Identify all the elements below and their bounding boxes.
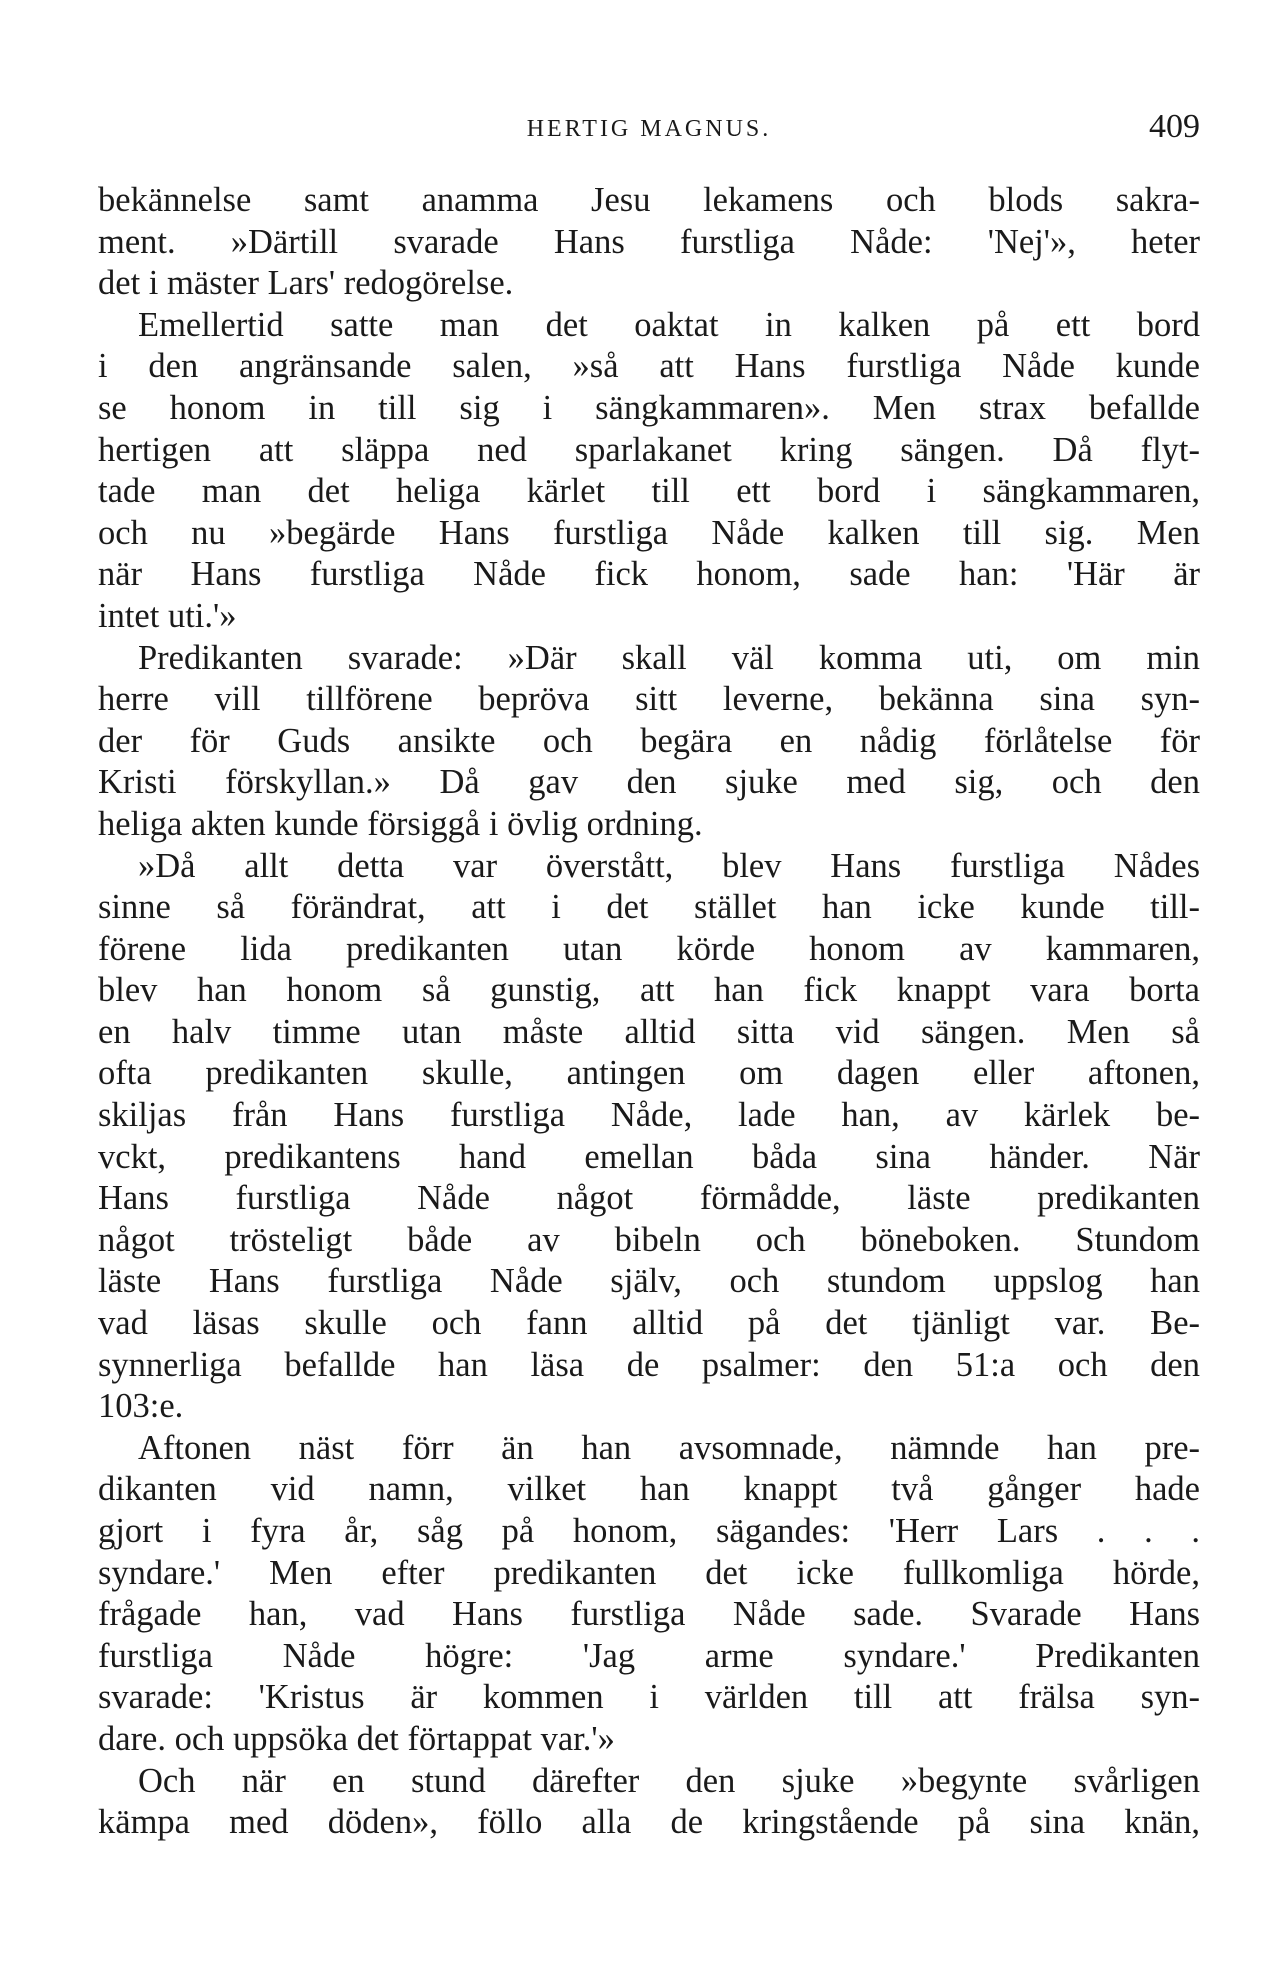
text-line: förene lida predikanten utan körde honom av kammaren, (98, 929, 1200, 968)
text-line: der för Guds ansikte och begära en nådig förlåtelse för (98, 721, 1200, 760)
text-line: ofta predikanten skulle, antingen om dagen eller aftonen, (98, 1054, 1200, 1093)
text-line: blev han honom så gunstig, att han fick knappt vara borta (98, 971, 1200, 1010)
text-line: vckt, predikantens hand emellan båda sina händer. När (98, 1137, 1200, 1176)
text-line: och nu »begärde Hans furstliga Nåde kalken till sig. Men (98, 513, 1200, 552)
text-line: Hans furstliga Nåde något förmådde, läste predikanten (98, 1179, 1200, 1218)
text-line: intet uti.'» (98, 596, 237, 635)
text-line: syndare.' Men efter predikanten det icke fullkomliga hörde, (98, 1553, 1200, 1592)
text-line: synnerliga befallde han läsa de psalmer: den 51:a och den (98, 1345, 1200, 1384)
text-line: heliga akten kunde försiggå i övlig ordning. (98, 804, 703, 843)
text-line: läste Hans furstliga Nåde själv, och stundom uppslog han (98, 1262, 1200, 1301)
text-line: ment. »Därtill svarade Hans furstliga Nåde: 'Nej'», heter (98, 222, 1200, 261)
text-line: Predikanten svarade: »Där skall väl komma uti, om min (138, 638, 1200, 677)
text-line: tade man det heliga kärlet till ett bord i sängkammaren, (98, 472, 1200, 511)
text-line: Kristi förskyllan.» Då gav den sjuke med sig, och den (98, 763, 1200, 802)
text-line: »Då allt detta var överstått, blev Hans furstliga Nådes (138, 846, 1200, 885)
text-line: hertigen att släppa ned sparlakanet kring sängen. Då flyt- (98, 430, 1200, 469)
text-line: herre vill tillförene bepröva sitt leverne, bekänna sina syn- (98, 680, 1200, 719)
text-line: något trösteligt både av bibeln och böneboken. Stundom (98, 1220, 1200, 1259)
text-line: i den angränsande salen, »så att Hans furstliga Nåde kunde (98, 347, 1200, 386)
text-line: Aftonen näst förr än han avsomnade, nämnde han pre- (138, 1428, 1200, 1467)
text-line: dare. och uppsöka det förtappat var.'» (98, 1719, 615, 1758)
page-number: 409 (1149, 108, 1200, 145)
text-line: se honom in till sig i sängkammaren». Men strax befallde (98, 388, 1200, 427)
text-line: furstliga Nåde högre: 'Jag arme syndare.' Predikanten (98, 1636, 1200, 1675)
text-line: bekännelse samt anamma Jesu lekamens och blods sakra- (98, 181, 1200, 219)
text-line: vad läsas skulle och fann alltid på det tjänligt var. Be- (98, 1304, 1200, 1343)
text-line: dikanten vid namn, vilket han knappt två gånger hade (98, 1470, 1200, 1509)
text-line: skiljas från Hans furstliga Nåde, lade han, av kärlek be- (98, 1096, 1200, 1135)
text-line: svarade: 'Kristus är kommen i världen till att frälsa syn- (98, 1678, 1200, 1717)
text-line: när Hans furstliga Nåde fick honom, sade han: 'Här är (98, 555, 1200, 594)
text-line: sinne så förändrat, att i det stället han icke kunde till- (98, 888, 1200, 927)
text-line: 103:e. (98, 1387, 184, 1426)
text-line: det i mäster Lars' redogörelse. (98, 264, 514, 303)
running-head (98, 108, 1200, 148)
text-line: Emellertid satte man det oaktat in kalken på ett bord (138, 305, 1200, 344)
text-line: kämpa med döden», föllo alla de kringstående på sina knän, (98, 1803, 1200, 1842)
text-line: en halv timme utan måste alltid sitta vid sängen. Men så (98, 1012, 1200, 1051)
text-line: frågade han, vad Hans furstliga Nåde sade. Svarade Hans (98, 1595, 1200, 1634)
running-title: HERTIG MAGNUS. (526, 116, 772, 142)
text-line: gjort i fyra år, såg på honom, sägandes: 'Herr Lars . . . (98, 1512, 1200, 1550)
body-text (98, 180, 1200, 1844)
text-line: Och när en stund därefter den sjuke »begynte svårligen (138, 1761, 1200, 1800)
